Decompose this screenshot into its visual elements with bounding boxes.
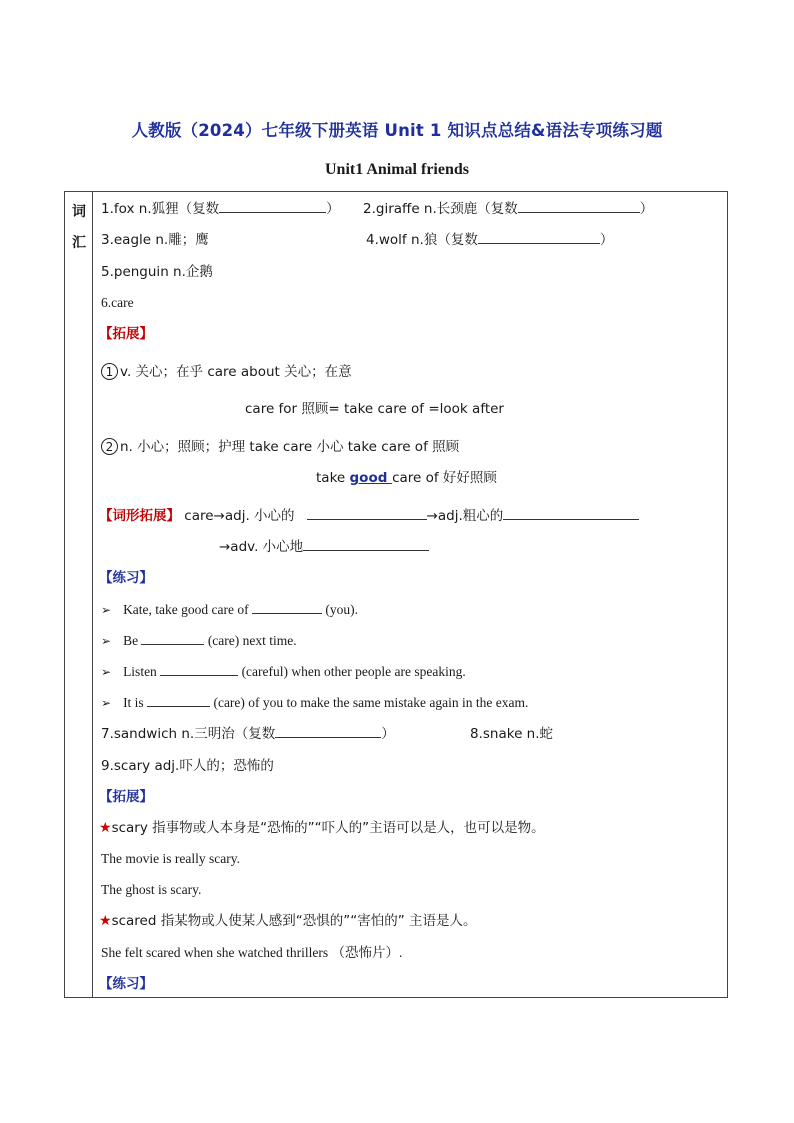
extension-line-3: 2 n. 小心；照顾；护理 take care 小心 take care of 照顾 <box>101 438 459 456</box>
vocab-line-2: 2.giraffe n.长颈鹿（复数 ） <box>363 201 654 217</box>
circled-number-2: 2 <box>101 438 118 455</box>
table-content <box>93 192 727 997</box>
vocab-line-6: 6.care <box>101 295 134 310</box>
vocab-line-5: 5.penguin n.企鹅 <box>101 264 213 280</box>
star-icon: ★ <box>99 820 112 836</box>
practice-tag-2: 【练习】 <box>99 976 153 992</box>
document-title: 人教版（2024）七年级下册英语 Unit 1 知识点总结&语法专项练习题 <box>131 121 663 140</box>
practice-item: ➢ Kate, take good care of (you). <box>101 602 358 617</box>
wordform-line-1: 【词形拓展】 care→adj. 小心的 →adj.粗心的 <box>99 507 639 525</box>
unit-title: Unit1 Animal friends <box>324 161 469 178</box>
practice-item: ➢ It is (care) of you to make the same mistake again in the exam. <box>101 695 529 710</box>
practice-tag: 【练习】 <box>99 570 153 586</box>
side-label-ci: 词 <box>72 204 86 220</box>
vocab-line-7: 7.sandwich n.三明治（复数 ） <box>101 726 395 742</box>
circled-number-1: 1 <box>101 363 118 380</box>
scared-explanation: ★scared 指某物或人使某人感到“恐惧的”“害怕的” 主语是人。 <box>99 913 477 929</box>
vocab-table <box>64 191 728 998</box>
vocab-line-3: 3.eagle n.雕；鹰 <box>101 232 209 248</box>
practice-item: ➢ Listen (careful) when other people are speaking. <box>101 664 466 679</box>
scary-explanation: ★scary 指事物或人本身是“恐怖的”“吓人的”主语可以是人，也可以是物。 <box>99 820 545 836</box>
example-sentence: She felt scared when she watched thrillers （恐怖片）. <box>101 945 403 960</box>
practice-item: ➢ Be (care) next time. <box>101 633 297 648</box>
side-label-hui: 汇 <box>72 235 86 251</box>
good-highlight: good <box>349 470 393 486</box>
wordform-line-2: →adv. 小心地 <box>219 538 429 556</box>
extension-line-2: care for 照顾= take care of =look after <box>245 401 504 417</box>
table-side-column <box>65 192 93 997</box>
example-sentence: The ghost is scary. <box>101 882 202 897</box>
vocab-line-1: 1.fox n.狐狸（复数 ） <box>101 201 340 217</box>
extension-tag-2: 【拓展】 <box>99 789 153 805</box>
vocab-line-4: 4.wolf n.狼（复数 ） <box>366 232 614 248</box>
example-sentence: The movie is really scary. <box>101 851 240 866</box>
star-icon: ★ <box>99 913 112 929</box>
vocab-line-9: 9.scary adj.吓人的；恐怖的 <box>101 758 274 774</box>
extension-line-1: 1 v. 关心；在乎 care about 关心；在意 <box>101 363 352 381</box>
extension-line-4: take good care of 好好照顾 <box>316 470 497 486</box>
vocab-line-8: 8.snake n.蛇 <box>470 726 554 742</box>
extension-tag: 【拓展】 <box>99 326 153 342</box>
